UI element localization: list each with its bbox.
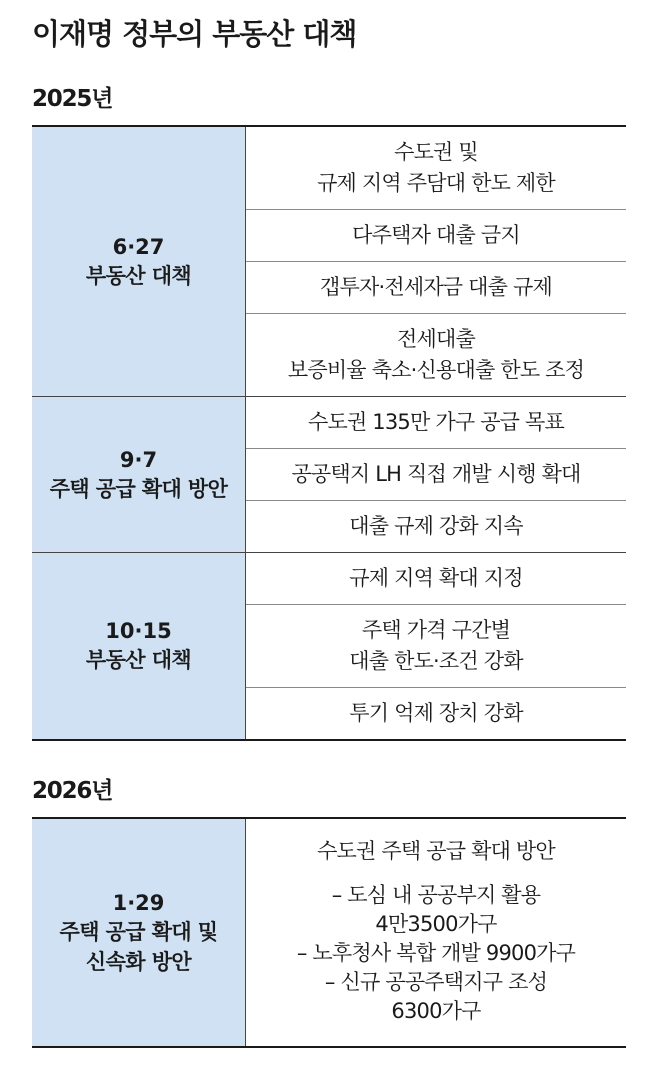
policy-item-line: 주택 가격 구간별 — [361, 618, 511, 642]
page-title: 이재명 정부의 부동산 대책 — [32, 17, 357, 51]
policy-date: 9·7 — [119, 447, 158, 472]
policy-item — [246, 604, 626, 687]
policy-item — [246, 127, 626, 209]
policy-detail: – 노후청사 복합 개발 9900가구 — [296, 941, 576, 965]
policy-label-cell — [32, 553, 246, 739]
policy-table-2026 — [32, 817, 626, 1048]
policy-item-line: 갭투자·전세자금 대출 규제 — [320, 275, 552, 299]
policy-group-1-29 — [32, 819, 626, 1046]
policy-date: 10·15 — [105, 619, 172, 643]
policy-heading: 수도권 주택 공급 확대 방안 — [317, 839, 555, 863]
policy-item — [246, 397, 626, 448]
policy-item-line: 투기 억제 장치 강화 — [349, 701, 523, 725]
policy-label-cell — [32, 397, 246, 552]
policy-date: 6·27 — [112, 234, 165, 259]
policy-detail: – 도심 내 공공부지 활용 — [331, 883, 541, 907]
policy-item-line: 수도권 및 — [394, 140, 478, 164]
policy-group-9-7 — [32, 396, 626, 552]
year-heading-2025: 2025년 — [32, 86, 113, 112]
policy-label-cell — [32, 819, 246, 1046]
policy-items — [246, 819, 626, 1046]
policy-item — [246, 313, 626, 396]
policy-name: 부동산 대책 — [85, 263, 192, 288]
policy-name: 신속화 방안 — [85, 949, 192, 974]
policy-item — [246, 687, 626, 739]
policy-group-6-27 — [32, 127, 626, 396]
policy-item — [246, 261, 626, 313]
policy-item — [246, 448, 626, 500]
policy-item-line: 대출 한도·조건 강화 — [349, 649, 523, 673]
policy-name: 부동산 대책 — [85, 648, 192, 672]
policy-detail: 4만3500가구 — [375, 912, 497, 936]
policy-item — [246, 553, 626, 604]
policy-name: 주택 공급 확대 방안 — [49, 476, 228, 501]
policy-items — [246, 127, 626, 396]
policy-item-line: 다주택자 대출 금지 — [352, 223, 520, 247]
policy-item-line: 보증비율 축소·신용대출 한도 조정 — [287, 358, 585, 382]
policy-items — [246, 397, 626, 552]
policy-item-line: 규제 지역 주담대 한도 제한 — [317, 171, 555, 195]
policy-item — [246, 209, 626, 261]
policy-label-cell — [32, 127, 246, 396]
year-heading-2026: 2026년 — [32, 778, 113, 804]
policy-item-line: 규제 지역 확대 지정 — [349, 566, 523, 590]
policy-detail: 6300가구 — [391, 999, 481, 1023]
policy-item-line: 수도권 135만 가구 공급 목표 — [307, 410, 565, 434]
policy-item-line: 공공택지 LH 직접 개발 시행 확대 — [291, 462, 581, 486]
policy-name: 주택 공급 확대 및 — [59, 919, 218, 944]
policy-items — [246, 553, 626, 739]
policy-date: 1·29 — [112, 890, 165, 915]
policy-table-2025 — [32, 125, 626, 741]
policy-item-line: 대출 규제 강화 지속 — [349, 514, 523, 538]
policy-detail: – 신규 공공주택지구 조성 — [324, 970, 548, 994]
policy-item — [246, 500, 626, 552]
policy-group-10-15 — [32, 552, 626, 739]
policy-item-line: 전세대출 — [397, 327, 475, 351]
